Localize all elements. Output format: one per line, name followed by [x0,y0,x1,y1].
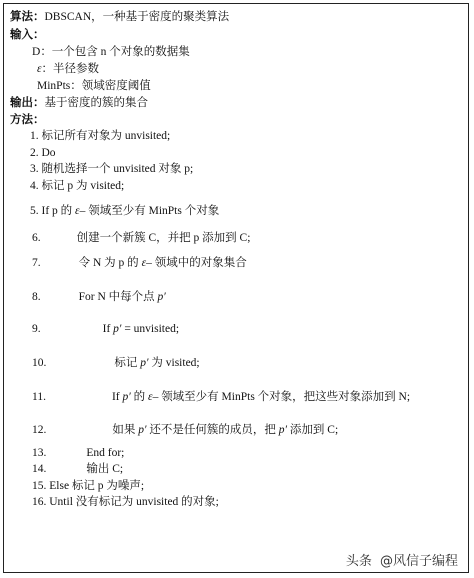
algorithm-title [10,10,229,24]
title-label: 算法： [10,11,45,23]
output-value: 基于密度的簇的集合 [44,97,148,109]
step-3: 3. 随机选择一个 unvisited 对象 p; [30,163,194,175]
input-d: D：一个包含 n 个对象的数据集 [32,46,190,58]
step-1: 1. 标记所有对象为 unvisited; [30,130,171,142]
step-4: 4. 标记 p 为 visited; [30,180,125,192]
method-label: 方法： [10,114,45,126]
watermark [340,552,464,572]
watermark-brand: 头条 [345,554,372,569]
input-minpts: MinPts：领域密度阈值 [37,80,151,92]
step-11: 11. If p′ 的 ε– 领域至少有 MinPts 个对象，把这些对象添加到 N; [32,391,411,403]
output-line [10,96,148,110]
step-5: 5. If p 的 ε– 领域至少有 MinPts 个对象 [30,205,220,217]
step-9: 9. If p′ = unvisited; [32,323,180,335]
step-10: 10. 标记 p′ 为 visited; [32,357,200,369]
output-label: 输出： [10,97,45,109]
step-13: 13. End for; [32,447,125,459]
input-epsilon: ε：半径参数 [37,63,100,75]
title-value: DBSCAN，一种基于密度的聚类算法 [44,11,230,23]
step-14: 14. 输出 C; [32,463,124,475]
step-2: 2. Do [30,147,56,159]
step-7: 7. 令 N 为 p 的 ε– 领域中的对象集合 [32,257,247,269]
step-12: 12. 如果 p′ 还不是任何簇的成员，把 p′ 添加到 C; [32,424,339,436]
step-6: 6. 创建一个新簇 C，并把 p 添加到 C; [32,232,251,244]
step-15: 15. Else 标记 p 为噪声; [32,480,145,492]
step-8: 8. For N 中每个点 p′ [32,291,166,303]
input-label: 输入： [10,29,45,41]
step-16: 16. Until 没有标记为 unvisited 的对象; [32,496,219,508]
watermark-handle: @风信子编程 [379,554,458,569]
